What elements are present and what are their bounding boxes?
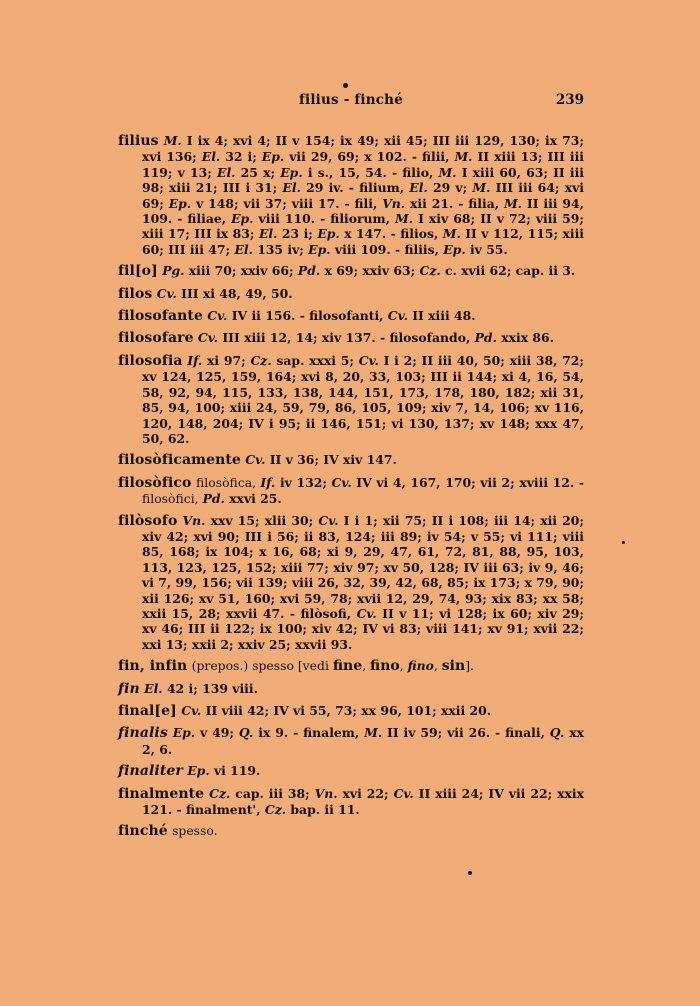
citation-text: spesso. bbox=[172, 823, 218, 839]
citation-text: IV vi 4, 167, 170; vii 2; xviii 12. - bbox=[351, 474, 584, 490]
cross-reference: fino bbox=[407, 658, 434, 674]
citation-text: II v 36; IV xiv 147. bbox=[265, 452, 397, 468]
work-abbreviation: If. bbox=[260, 474, 276, 490]
work-abbreviation: Ep. bbox=[317, 226, 340, 242]
work-abbreviation: El. bbox=[201, 149, 221, 165]
citation-text: II v 112, 115; xiii 60; III iii 47; bbox=[142, 226, 584, 257]
entry-headword: filosòfico bbox=[118, 474, 192, 491]
cross-reference: fine bbox=[332, 658, 363, 675]
work-abbreviation: M. bbox=[364, 725, 383, 741]
citation-text: iv 55. bbox=[465, 241, 508, 257]
work-abbreviation: Cv. bbox=[356, 605, 377, 621]
dictionary-entry bbox=[118, 725, 584, 757]
dictionary-entry bbox=[118, 823, 584, 839]
citation-text: (prepos.) spesso [vedi bbox=[191, 658, 333, 674]
cross-reference: fino bbox=[370, 658, 400, 675]
ink-speck bbox=[622, 541, 625, 544]
dictionary-entry bbox=[118, 133, 584, 257]
citation-text: v 148; vii 37; viii 17. - fili, bbox=[191, 195, 383, 211]
work-abbreviation: Q. bbox=[549, 725, 565, 741]
work-abbreviation: Cv. bbox=[393, 785, 414, 801]
citation-text: III xi 48, 49, 50. bbox=[176, 285, 293, 301]
citation-text: I i 1; xii 75; II i 108; iii 14; xii 20; xiv 42; xvi 90; III i 56; ii 83, 124; iii 89; iv 54; v 55; vi 111; viii 85, 168; ix 104; x 16, 68; xi 9, 29, 47, 61, 72, 81, 88, 95, 103, 113, 123, 125, 152; xiii 77; xiv 97; xv 50, 128; IV iii 63; iv 9, 46; vi 7, 99, 156; vii 139; viii 26, 32, 39, 42, 68, 85; ix 173; x 79, 90; xii 126; xv 51, 160; xvi 59, 78; xvii 12, 29, 74, 93; xix 83; xx 58; xxii 15, 28; xxvii 47. - filòsofi, bbox=[142, 512, 584, 621]
work-abbreviation: Pd. bbox=[474, 330, 497, 346]
dictionary-entry bbox=[118, 786, 584, 818]
page-header bbox=[118, 92, 584, 112]
dictionary-entry bbox=[118, 353, 584, 446]
citation-text: i s., 15, 54. - filio, bbox=[302, 164, 439, 180]
dictionary-entry bbox=[118, 308, 584, 324]
work-abbreviation: El. bbox=[258, 226, 278, 242]
work-abbreviation: Cv. bbox=[181, 703, 202, 718]
work-abbreviation: Pd. bbox=[297, 263, 321, 279]
entry-headword: filosòficamente bbox=[118, 452, 241, 469]
citation-text: II xiii 48. bbox=[407, 308, 476, 324]
page-number: 239 bbox=[555, 92, 584, 108]
citation-text: 23 i; bbox=[277, 226, 318, 242]
work-abbreviation: Ep. bbox=[168, 195, 192, 211]
dictionary-entry bbox=[118, 263, 584, 279]
work-abbreviation: M. bbox=[442, 226, 461, 242]
citation-text: v 49; bbox=[195, 725, 239, 741]
work-abbreviation: M. bbox=[503, 195, 522, 211]
citation-text: xxvi 25. bbox=[224, 491, 282, 507]
entry-headword: filosofia bbox=[118, 352, 183, 369]
citation-text: xxix 86. bbox=[496, 330, 554, 346]
citation-text: II iii 94, 109. - filiae, bbox=[142, 195, 584, 227]
work-abbreviation: Ep. bbox=[280, 164, 303, 180]
work-abbreviation: Ep. bbox=[443, 241, 466, 257]
citation-text: c. xvii 62; cap. ii 3. bbox=[440, 263, 576, 279]
dictionary-entry bbox=[118, 452, 584, 468]
work-abbreviation: Vn. bbox=[182, 512, 206, 528]
work-abbreviation: Cz. bbox=[209, 785, 231, 801]
citation-text: , bbox=[362, 658, 371, 674]
citation-text: viii 109. - filiis, bbox=[330, 241, 444, 257]
work-abbreviation: El. bbox=[234, 241, 253, 257]
citation-text: II xiii 13; III iii 119; v 13; bbox=[142, 149, 584, 180]
entry-headword: filosofante bbox=[118, 308, 203, 325]
entry-headword: final[e] bbox=[118, 703, 177, 719]
citation-text: iv 132; bbox=[275, 474, 332, 490]
dictionary-entry bbox=[118, 658, 584, 674]
work-abbreviation: Cv. bbox=[197, 330, 219, 346]
entry-headword: filòsofo bbox=[118, 512, 178, 529]
entry-list bbox=[118, 133, 584, 846]
citation-text: II v 11; vi 128; ix 60; xiv 29; xv 46; III ii 122; ix 100; xiv 42; IV vi 83; viii 141; xv 91; xvii 22; xxi 13; xxii 2; xxiv 25; xxvii 93. bbox=[142, 605, 584, 652]
citation-text: viii 110. - filiorum, bbox=[253, 211, 395, 227]
citation-text: cap. iii 38; bbox=[230, 785, 315, 801]
entry-headword: finaliter bbox=[118, 763, 183, 780]
work-abbreviation: If. bbox=[187, 352, 203, 368]
citation-text: 25 x; bbox=[235, 164, 281, 180]
citation-text: xx 2, 6. bbox=[142, 725, 584, 757]
work-abbreviation: Cz. bbox=[419, 263, 441, 279]
work-abbreviation: M. bbox=[472, 180, 491, 196]
citation-text: , bbox=[433, 658, 442, 674]
citation-text: bap. ii 11. bbox=[286, 802, 360, 818]
citation-text: I xiv 68; II v 72; viii 59; xiii 17; III ix 83; bbox=[142, 211, 584, 242]
citation-text: x 69; xxiv 63; bbox=[320, 263, 420, 279]
entry-headword: filius bbox=[118, 133, 159, 149]
work-abbreviation: El. bbox=[144, 680, 163, 696]
citation-text: 42 i; 139 viii. bbox=[162, 680, 258, 696]
citation-text: IV ii 156. - filosofanti, bbox=[227, 308, 388, 324]
dictionary-page bbox=[118, 0, 584, 1006]
work-abbreviation: Cv. bbox=[318, 512, 339, 528]
citation-text: xxv 15; xlii 30; bbox=[205, 512, 319, 528]
work-abbreviation: Q. bbox=[238, 725, 254, 741]
citation-text: 29 v; bbox=[427, 180, 473, 196]
work-abbreviation: Cz. bbox=[264, 802, 287, 818]
citation-text: xii 21. - filia, bbox=[405, 195, 504, 211]
entry-headword: fin, infin bbox=[118, 658, 188, 675]
citation-text: 29 iv. - filium, bbox=[300, 180, 410, 196]
citation-text: xi 97; bbox=[202, 352, 251, 368]
work-abbreviation: Cv. bbox=[207, 308, 228, 324]
work-abbreviation: M. bbox=[395, 211, 414, 227]
citation-text: filosòfica, bbox=[196, 474, 261, 490]
citation-text: 135 iv; bbox=[252, 241, 309, 257]
citation-text: 32 i; bbox=[220, 149, 262, 165]
work-abbreviation: Cv. bbox=[331, 474, 352, 490]
work-abbreviation: El. bbox=[282, 180, 301, 196]
entry-headword: finalmente bbox=[118, 785, 205, 802]
dictionary-entry bbox=[118, 330, 584, 346]
work-abbreviation: Cz. bbox=[250, 352, 272, 368]
work-abbreviation: Pd. bbox=[202, 491, 225, 507]
citation-text: I ix 4; xvi 4; II v 154; ix 49; xii 45; III iii 129, 130; ix 73; xvi 136; bbox=[142, 133, 584, 165]
dictionary-entry bbox=[118, 763, 584, 779]
work-abbreviation: Ep. bbox=[172, 725, 196, 741]
citation-text: , bbox=[399, 658, 408, 674]
work-abbreviation: M. bbox=[438, 164, 457, 180]
citation-text: III iii 64; xvi 69; bbox=[142, 180, 584, 211]
citation-text: ix 9. - finalem, bbox=[253, 725, 365, 741]
citation-text: II iv 59; vii 26. - finali, bbox=[382, 725, 550, 741]
work-abbreviation: Ep. bbox=[261, 149, 285, 165]
work-abbreviation: Cv. bbox=[387, 308, 408, 324]
citation-text: ]. bbox=[465, 658, 474, 674]
entry-headword: fil[o] bbox=[118, 263, 158, 280]
work-abbreviation: Vn. bbox=[314, 785, 338, 801]
cross-reference: sin bbox=[441, 658, 466, 675]
citation-text: x 147. - filios, bbox=[339, 226, 443, 242]
dictionary-entry bbox=[118, 681, 584, 697]
dictionary-entry bbox=[118, 513, 584, 653]
entry-headword: finalis bbox=[118, 725, 168, 742]
citation-text: I i 2; II iii 40, 50; xiii 38, 72; xv 124, 125, 159, 164; xvi 8, 20, 33, 103; III ii 144; xi 4, 16, 54, 58, 92, 94, 115, 133, 138, 144, 151, 173, 178, 180, 182; xii 31, 85, 94, 100; xiii 24, 59, 79, 86, 105, 109; xiv 7, 14, 106; xv 116, 120, 148, 204; IV i 95; ii 146, 151; vi 130, 137; xv 148; xxx 47, 50, 62. bbox=[142, 352, 584, 446]
citation-text: II viii 42; IV vi 55, 73; xx 96, 101; xxii 20. bbox=[201, 703, 492, 718]
work-abbreviation: Vn. bbox=[382, 195, 406, 211]
dictionary-entry bbox=[118, 703, 584, 719]
citation-text: II xiii 24; IV vii 22; xxix 121. - finalment', bbox=[142, 785, 584, 818]
work-abbreviation: M. bbox=[454, 149, 473, 165]
citation-text: I xiii 60, 63; II iii 98; xiii 21; III i 31; bbox=[142, 164, 584, 196]
work-abbreviation: Cv. bbox=[156, 285, 177, 301]
work-abbreviation: Ep. bbox=[231, 211, 254, 227]
entry-headword: finché bbox=[118, 823, 168, 840]
citation-text: xiii 70; xxiv 66; bbox=[184, 263, 298, 279]
work-abbreviation: Pg. bbox=[162, 263, 185, 279]
work-abbreviation: El. bbox=[409, 180, 428, 196]
work-abbreviation: Cv. bbox=[245, 452, 266, 468]
citation-text: xvi 22; bbox=[337, 785, 394, 801]
work-abbreviation: M. bbox=[163, 133, 182, 148]
dictionary-entry bbox=[118, 475, 584, 507]
work-abbreviation: Ep. bbox=[308, 241, 331, 257]
citation-text: III xiii 12, 14; xiv 137. - filosofando, bbox=[218, 330, 475, 346]
entry-headword: fin bbox=[118, 680, 140, 697]
entry-headword: filos bbox=[118, 285, 153, 302]
work-abbreviation: El. bbox=[217, 164, 236, 180]
work-abbreviation: Cv. bbox=[358, 352, 379, 368]
citation-text: vi 119. bbox=[209, 763, 261, 779]
citation-text: sap. xxxi 5; bbox=[271, 352, 359, 368]
dictionary-entry bbox=[118, 286, 584, 302]
work-abbreviation: Ep. bbox=[187, 763, 210, 779]
running-title: filius - finché bbox=[299, 92, 403, 108]
citation-text: filosòfici, bbox=[142, 491, 203, 507]
entry-headword: filosofare bbox=[118, 330, 194, 347]
citation-text: vii 29, 69; x 102. - filii, bbox=[284, 149, 455, 165]
